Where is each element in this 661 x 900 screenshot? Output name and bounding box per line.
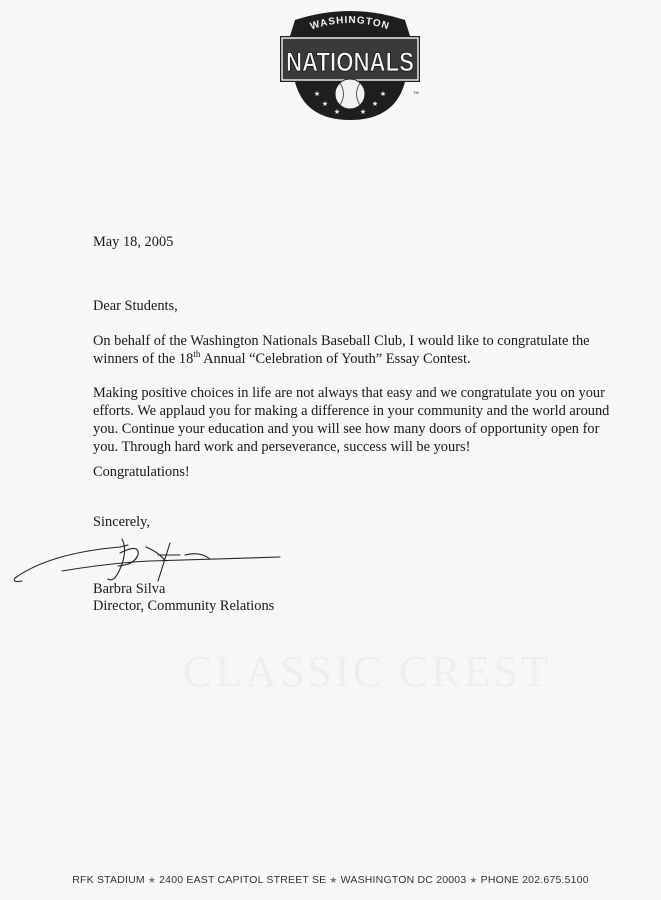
svg-text:★: ★ [313, 90, 321, 98]
salutation: Dear Students, [93, 298, 178, 314]
svg-text:★: ★ [371, 100, 379, 108]
paragraph-1: On behalf of the Washington Nationals Baseball Club, I would like to congratulate the winners of the 18th Annual “Celebration of Youth” Essay Contest. [93, 333, 590, 367]
svg-text:★: ★ [321, 100, 329, 108]
logo-top-text: WASHINGTON [309, 14, 392, 33]
footer-city: WASHINGTON DC 20003 [340, 874, 467, 886]
star-separator-icon: ★ [329, 875, 338, 885]
svg-text:★: ★ [333, 108, 341, 116]
closing-sincerely: Sincerely, [93, 514, 151, 530]
closing-congratulations: Congratulations! [93, 464, 190, 480]
signer-name: Barbra Silva [93, 581, 166, 597]
footer-phone: PHONE 202.675.5100 [480, 874, 589, 886]
footer-street: 2400 EAST CAPITOL STREET SE [159, 874, 327, 886]
svg-text:★: ★ [379, 90, 387, 98]
paragraph-2: Making positive choices in life are not always that easy and we congratulate you on your efforts. We applaud you for making a difference in your community and the world around you. Continue your education and you will see how many doors of opportunity open for you. Through hard work and perseverance, success will be yours! [93, 385, 610, 455]
svg-text:★: ★ [359, 108, 367, 116]
nationals-logo [277, 8, 423, 123]
letter-date: May 18, 2005 [93, 234, 174, 250]
logo-main-text: NATIONALS [286, 47, 414, 77]
letterhead-footer [0, 874, 661, 886]
star-separator-icon: ★ [147, 875, 157, 885]
signer-title: Director, Community Relations [93, 598, 275, 614]
paper-watermark [183, 646, 573, 697]
footer-venue: RFK STADIUM [72, 874, 145, 886]
handwritten-signature [10, 533, 290, 588]
logo-trademark: TM [413, 90, 419, 95]
star-separator-icon: ★ [469, 875, 478, 885]
